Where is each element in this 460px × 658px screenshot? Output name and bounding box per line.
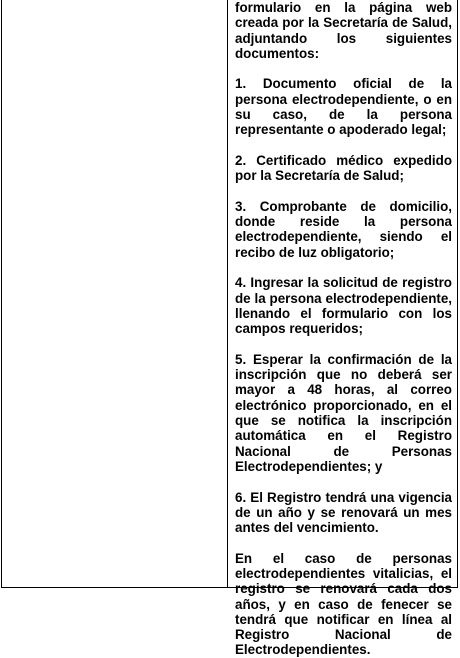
- paragraph-item-4: 4. Ingresar la solicitud de registro de la persona electrodependiente, llenando el formulario con los campos requeridos;: [235, 275, 452, 337]
- paragraph-closing: En el caso de personas electrodependientes vitalicias, el registro se renovará cada dos años, y en caso de fenecer se tendrá que notificar en línea al Registro Nacional de Electrodependientes.: [235, 550, 452, 658]
- paragraph-item-2: 2. Certificado médico expedido por la Secretaría de Salud;: [235, 152, 452, 184]
- paragraph-item-3: 3. Comprobante de domicilio, donde reside la persona electrodependiente, siendo el recibo de luz obligatorio;: [235, 198, 452, 260]
- table-right-column: [228, 0, 457, 658]
- paragraph-item-1: 1. Documento oficial de la persona electrodependiente, o en su caso, de la persona representante o apoderado legal;: [235, 76, 452, 138]
- paragraph-item-6: 6. El Registro tendrá una vigencia de un año y se renovará un mes antes del vencimiento.: [235, 489, 452, 536]
- paragraph-intro: formulario en la página web creada por la Secretaría de Salud, adjuntando los siguientes documentos:: [235, 0, 452, 61]
- paragraph-item-5: 5. Esperar la confirmación de la inscripción que no deberá ser mayor a 48 horas, al correo electrónico proporcionado, en el que se notifica la inscripción automática en el Registro Nacional de Personas Electrodependientes; y: [235, 351, 452, 474]
- table-left-column: [2, 0, 228, 587]
- document-table: [1, 0, 458, 658]
